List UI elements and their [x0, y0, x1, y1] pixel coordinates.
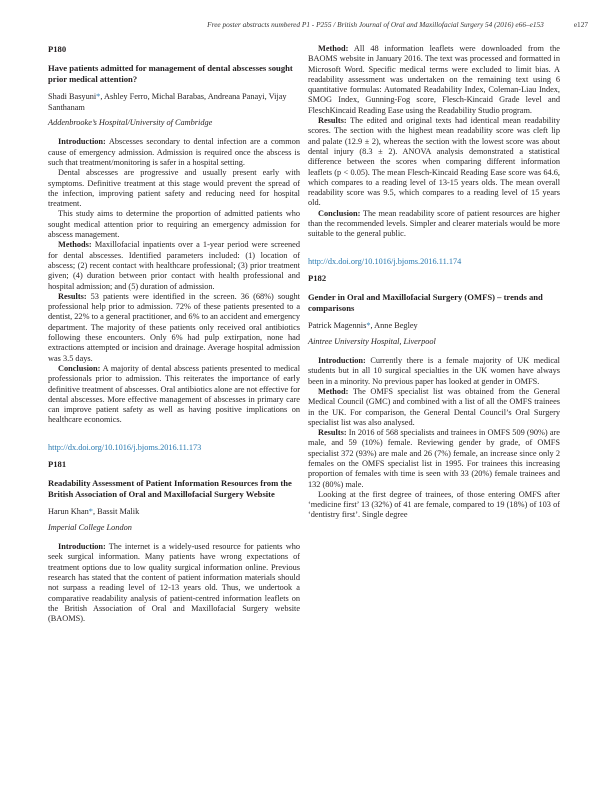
- abstract-title-p182: Gender in Oral and Maxillofacial Surgery (OMFS) – trends and comparisons: [308, 292, 543, 313]
- abstract-title-p181: Readability Assessment of Patient Information Resources from the British Association of Oral and Maxillofacial Surgery Website: [48, 478, 292, 499]
- corresponding-author-icon[interactable]: *: [96, 92, 101, 102]
- abstract-id-p180: P180: [48, 44, 67, 54]
- page-number: e127: [573, 20, 588, 29]
- abstract-title-p180: Have patients admitted for management of dental abscesses sought prior medical attention?: [48, 63, 293, 84]
- corresponding-author-icon[interactable]: *: [366, 321, 371, 331]
- methods-p182: Method: The OMFS specialist list was obtained from the General Medical Council (GMC) and combined with a list of all the OMFS trainees in the UK. For comparison, the General Dental Council’s Oral Surgery specialist list was also analysed.: [308, 386, 560, 427]
- introduction-p182: Introduction: Currently there is a female majority of UK medical students but in all 10 surgical specialties in the UK women have always been in a minority. No previous paper has looked at gender in OMFS.: [308, 356, 560, 386]
- affiliation-p181: Imperial College London: [48, 522, 132, 532]
- authors-p182: Patrick Magennis*, Anne Begley: [308, 321, 418, 331]
- doi-link-p181[interactable]: http://dx.doi.org/10.1016/j.bjoms.2016.11.174: [308, 256, 462, 266]
- doi-link-p180[interactable]: http://dx.doi.org/10.1016/j.bjoms.2016.11.173: [48, 442, 202, 452]
- results-p182: Results: In 2016 of 568 specialists and trainees in OMFS 509 (90%) are male, and 59 (10%) female. Reviewing gender by grade, of OMFS specialist 372 (93%) are male and 26 (7%) female, an increase since only 2 females on the OMFS specialist list in 1995. For trainees this increasing proportion of females with time is seen with 33 (20%) female trainees and 132 (80%) male.: [308, 428, 560, 489]
- affiliation-p182: Aintree University Hospital, Liverpool: [308, 336, 436, 346]
- methods-p180: Methods: Maxillofacial inpatients over a 1-year period were screened for dental abscesses. Identified parameters included: (1) location of abscess; (2) recent contact with healthcare professional; (3) prior treatment given; (4) duration between prior contact with health professional and hospital admission; and (5) duration of admission.: [48, 240, 300, 291]
- methods-p181: Method: All 48 information leaflets were downloaded from the BAOMS website in January 2016. The text was processed and formatted in Microsoft Word. Specific medical terms were excluded to limit bias. A readability assessment was undertaken on the remaining text using 6 quantitative formulas: Automated Readability Index, Coleman-Liau Index, SMOG Index, Gunning-Fog score, Flesch-Kincaid Grade level and FleschKincaid Reading Ease using the Readability Studio program.: [308, 44, 560, 115]
- left-column: [48, 44, 300, 624]
- paragraph: This study aims to determine the proportion of admitted patients who sought medical attention prior to requiring an emergency admission for abscess management.: [48, 209, 300, 240]
- corresponding-author-icon[interactable]: *: [88, 507, 93, 517]
- introduction-p180: Introduction: Abscesses secondary to dental infection are a common cause of emergency admission. Admission is required once the abscess is such that treatment/monitoring is safer in a hospital setting.: [48, 137, 300, 167]
- running-header: [0, 20, 588, 29]
- introduction-p181: Introduction: The internet is a widely-used resource for patients who seek surgical information. Many patients have wrong expectations of treatment options due to low quality surgical information online. Previous research has stated that the content of patient information materials should not surpass a reading level of 12-13 years old. Thus, we undertook a comparative readability analysis of patient-centred information leaflets on the British Association of Oral and Maxillofacial Surgery website (BAOMS).: [48, 542, 300, 624]
- abstract-id-p181: P181: [48, 458, 67, 469]
- conclusion-p180: Conclusion: A majority of dental abscess patients presented to medical professionals prior to admission. This reiterates the importance of early definitive treatment of abscesses. Oral antibiotics alone are not effective for dental abscesses. More effective management of abscesses in primary care can improve patient safety as well as having positive implications on healthcare economics.: [48, 363, 300, 425]
- results-p181: Results: The edited and original texts had identical mean readability scores. The section with the highest mean readability score was cleft lip and palate (12.9 ± 2), whereas the section with the lowest score was about dental injury (8.3 ± 2). ANOVA analysis demonstrated a statistical difference between the scores when comparing different information leaflets (p < 0.05). The mean Flesch-Kincaid Reading Ease score was 64.6, which compares to a reading level of 13-15 years olds. The mean overall readability score was 9.5, which compares to a reading level of 15 years old.: [308, 116, 560, 208]
- authors-p181: Harun Khan*, Bassit Malik: [48, 507, 140, 517]
- paragraph: Dental abscesses are progressive and usually present early with symptoms. Definitive treatment at this stage would prevent the spread of the infection, improving patient safety and reducing need for hospital treatment.: [48, 168, 300, 209]
- conclusion-p181: Conclusion: The mean readability score of patient resources are higher than the recommended levels. Simpler and clearer materials would be more suitable to the general public.: [308, 208, 560, 239]
- paragraph: Looking at the first degree of trainees, of those entering OMFS after ‘medicine first’ 13 (32%) of 41 are female, compared to 19 (18%) of 103 of ‘dentistry first’. Single degree: [308, 489, 560, 520]
- right-column: [308, 44, 560, 521]
- affiliation-p180: Addenbrooke’s Hospital/University of Cambridge: [48, 118, 213, 128]
- authors-p180: Shadi Basyuni*, Ashley Ferro, Michal Barabas, Andreana Panayi, Vijay Santhanam: [48, 92, 287, 112]
- running-title: Free poster abstracts numbered P1 - P255 / British Journal of Oral and Maxillofacial Surgery 54 (2016) e66–e153: [207, 20, 544, 29]
- results-p180: Results: 53 patients were identified in the screen. 36 (68%) sought professional help prior to admission. 72% of these patients presented to a dentist, 22% to a general practitioner, and 6% to an accident and emergency department. The majority of these patients only received oral antibiotics following these encounters. Only 6% had pulp extirpation, none had extractions attempted or incision and drainage. Average hospital admission was 3.5 days.: [48, 291, 301, 363]
- abstract-id-p182: P182: [308, 272, 327, 283]
